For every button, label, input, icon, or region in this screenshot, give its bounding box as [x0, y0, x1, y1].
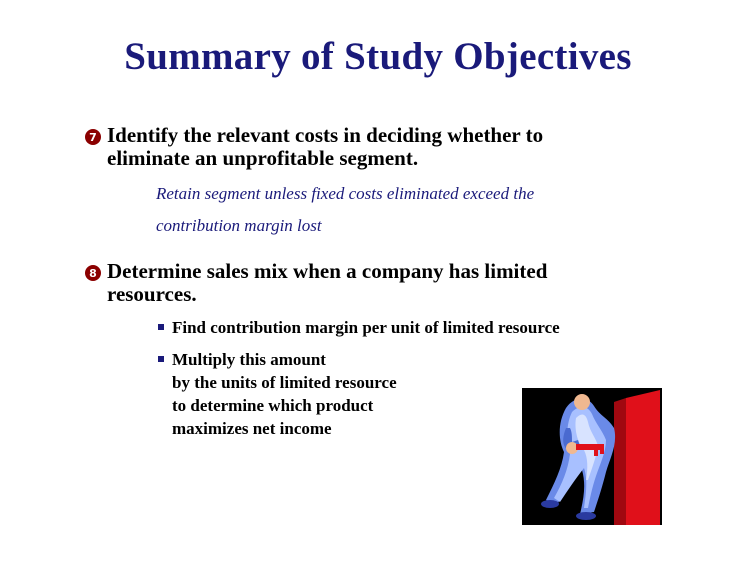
objective-8: [85, 260, 685, 306]
bullet-2-line-4: maximizes net income: [172, 419, 332, 438]
person-unlocking-red-door-icon: [522, 388, 662, 525]
objective-8-text: [107, 260, 547, 306]
square-bullet-icon: [158, 324, 164, 330]
objective-7-detail: [156, 178, 716, 242]
square-bullet-icon: [158, 356, 164, 362]
objective-7-detail-line-1: Retain segment unless fixed costs eliminated exceed the: [156, 184, 535, 203]
objective-7: [85, 124, 685, 170]
objective-7-line-2: eliminate an unprofitable segment.: [107, 146, 419, 170]
bullet-2-text: [172, 348, 397, 440]
bullet-2-line-2: by the units of limited resource: [172, 373, 397, 392]
objective-7-detail-line-2: contribution margin lost: [156, 216, 322, 235]
number-7-icon: 7: [85, 129, 101, 145]
bullet-item: [158, 316, 560, 339]
bullet-2-line-3: to determine which product: [172, 396, 374, 415]
slide-title: Summary of Study Objectives: [124, 35, 632, 78]
objective-7-text: [107, 124, 543, 170]
bullet-1-text: Find contribution margin per unit of limited resource: [172, 318, 560, 337]
objective-8-line-1: Determine sales mix when a company has limited: [107, 259, 548, 283]
bullet-item: [158, 348, 397, 440]
clipart-illustration: [522, 388, 662, 525]
number-8-icon: 8: [85, 265, 101, 281]
objective-7-line-1: Identify the relevant costs in deciding whether to: [107, 123, 544, 147]
bullet-2-line-1: Multiply this amount: [172, 350, 326, 369]
objective-8-line-2: resources.: [107, 282, 197, 306]
